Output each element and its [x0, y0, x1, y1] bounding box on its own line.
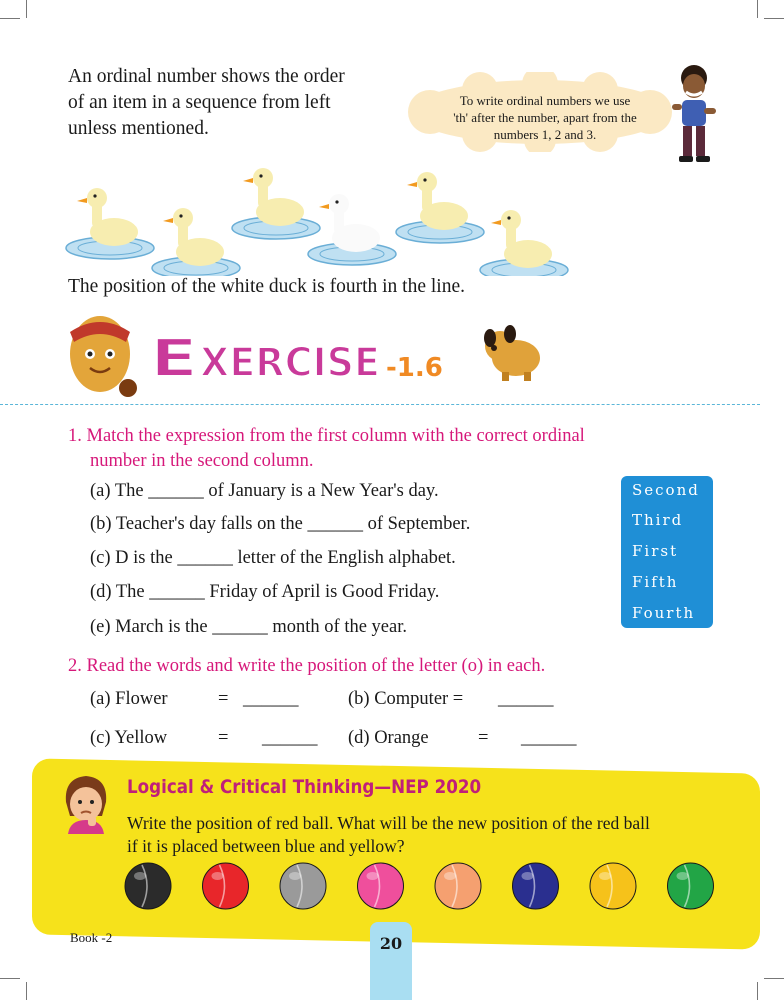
book-label: Book -2: [70, 930, 113, 945]
crop-mark: [0, 978, 20, 979]
intro-text: [68, 64, 398, 142]
nep-line: if it is placed between blue and yellow?: [127, 836, 405, 856]
exercise-number: -1.6: [386, 353, 443, 383]
q1-item-a: (a) The ______ of January is a New Year's day.: [90, 481, 439, 501]
q1-item-b: (b) Teacher's day falls on the ______ of September.: [90, 514, 471, 534]
crop-mark: [764, 18, 784, 19]
exercise-heading: [148, 326, 478, 386]
intro-line: An ordinal number shows the order: [68, 66, 345, 87]
boy-character: [668, 64, 722, 164]
tip-line: To write ordinal numbers we use: [459, 93, 631, 108]
q2-item-d: (d) Orange: [348, 728, 429, 748]
q2-blank: ______: [243, 689, 299, 709]
q2-equals: =: [478, 728, 489, 748]
thinking-girl-icon: [58, 772, 114, 834]
ordinal-option: Third: [632, 511, 684, 529]
crop-mark: [764, 978, 784, 979]
ball-blue: [513, 863, 559, 909]
ball-black: [125, 863, 171, 909]
q2-blank: ______: [521, 728, 577, 748]
question-1-line: 1. Match the expression from the first column with the correct ordinal: [68, 426, 585, 446]
ball-yellow: [590, 863, 636, 909]
section-divider: [0, 404, 760, 405]
q2-item-c: (c) Yellow: [90, 728, 168, 748]
ducks-illustration: [64, 160, 584, 276]
q1-item-d: (d) The ______ Friday of April is Good Friday.: [90, 582, 440, 602]
crop-mark: [26, 982, 27, 1000]
q2-equals: =: [218, 728, 229, 748]
q2-equals: =: [218, 689, 229, 709]
ordinal-option: Fourth: [632, 604, 696, 622]
potato-character: [60, 308, 144, 400]
nep-line: Write the position of red ball. What will be the new position of the red ball: [127, 813, 650, 833]
q2-blank: ______: [498, 689, 554, 709]
exercise-initial: E: [150, 329, 198, 386]
ball-grey: [280, 863, 326, 909]
crop-mark: [757, 0, 758, 18]
question-1-line: number in the second column.: [90, 451, 314, 471]
dog-character: [480, 322, 544, 382]
ball-green: [668, 863, 714, 909]
exercise-word: XERCISE: [200, 340, 380, 386]
q2-blank: ______: [262, 728, 318, 748]
ball-pink: [358, 863, 404, 909]
crop-mark: [0, 18, 20, 19]
ordinal-option: First: [632, 542, 679, 560]
tip-line: numbers 1, 2 and 3.: [493, 127, 597, 142]
intro-line: of an item in a sequence from left: [68, 92, 331, 113]
tip-line: 'th' after the number, apart from the: [453, 110, 637, 125]
q2-item-b: (b) Computer =: [348, 689, 464, 709]
ordinal-option: Fifth: [632, 573, 679, 591]
intro-line: unless mentioned.: [68, 118, 209, 139]
nep-question: [127, 812, 727, 858]
q2-item-a: (a) Flower: [90, 689, 168, 709]
ordinal-option: Second: [632, 481, 700, 499]
balls-row: [120, 858, 720, 914]
tip-text: [425, 92, 665, 143]
page-number: 20: [379, 934, 403, 953]
crop-mark: [757, 982, 758, 1000]
white-duck-caption: The position of the white duck is fourth in the line.: [68, 276, 465, 297]
crop-mark: [26, 0, 27, 18]
ball-peach: [435, 863, 481, 909]
question-2-title: 2. Read the words and write the position of the letter (o) in each.: [68, 656, 546, 676]
question-1-title: [68, 424, 585, 474]
q1-item-e: (e) March is the ______ month of the year.: [90, 617, 407, 637]
q1-item-c: (c) D is the ______ letter of the English alphabet.: [90, 548, 456, 568]
ball-red: [203, 863, 249, 909]
nep-title: Logical & Critical Thinking—NEP 2020: [127, 776, 482, 798]
